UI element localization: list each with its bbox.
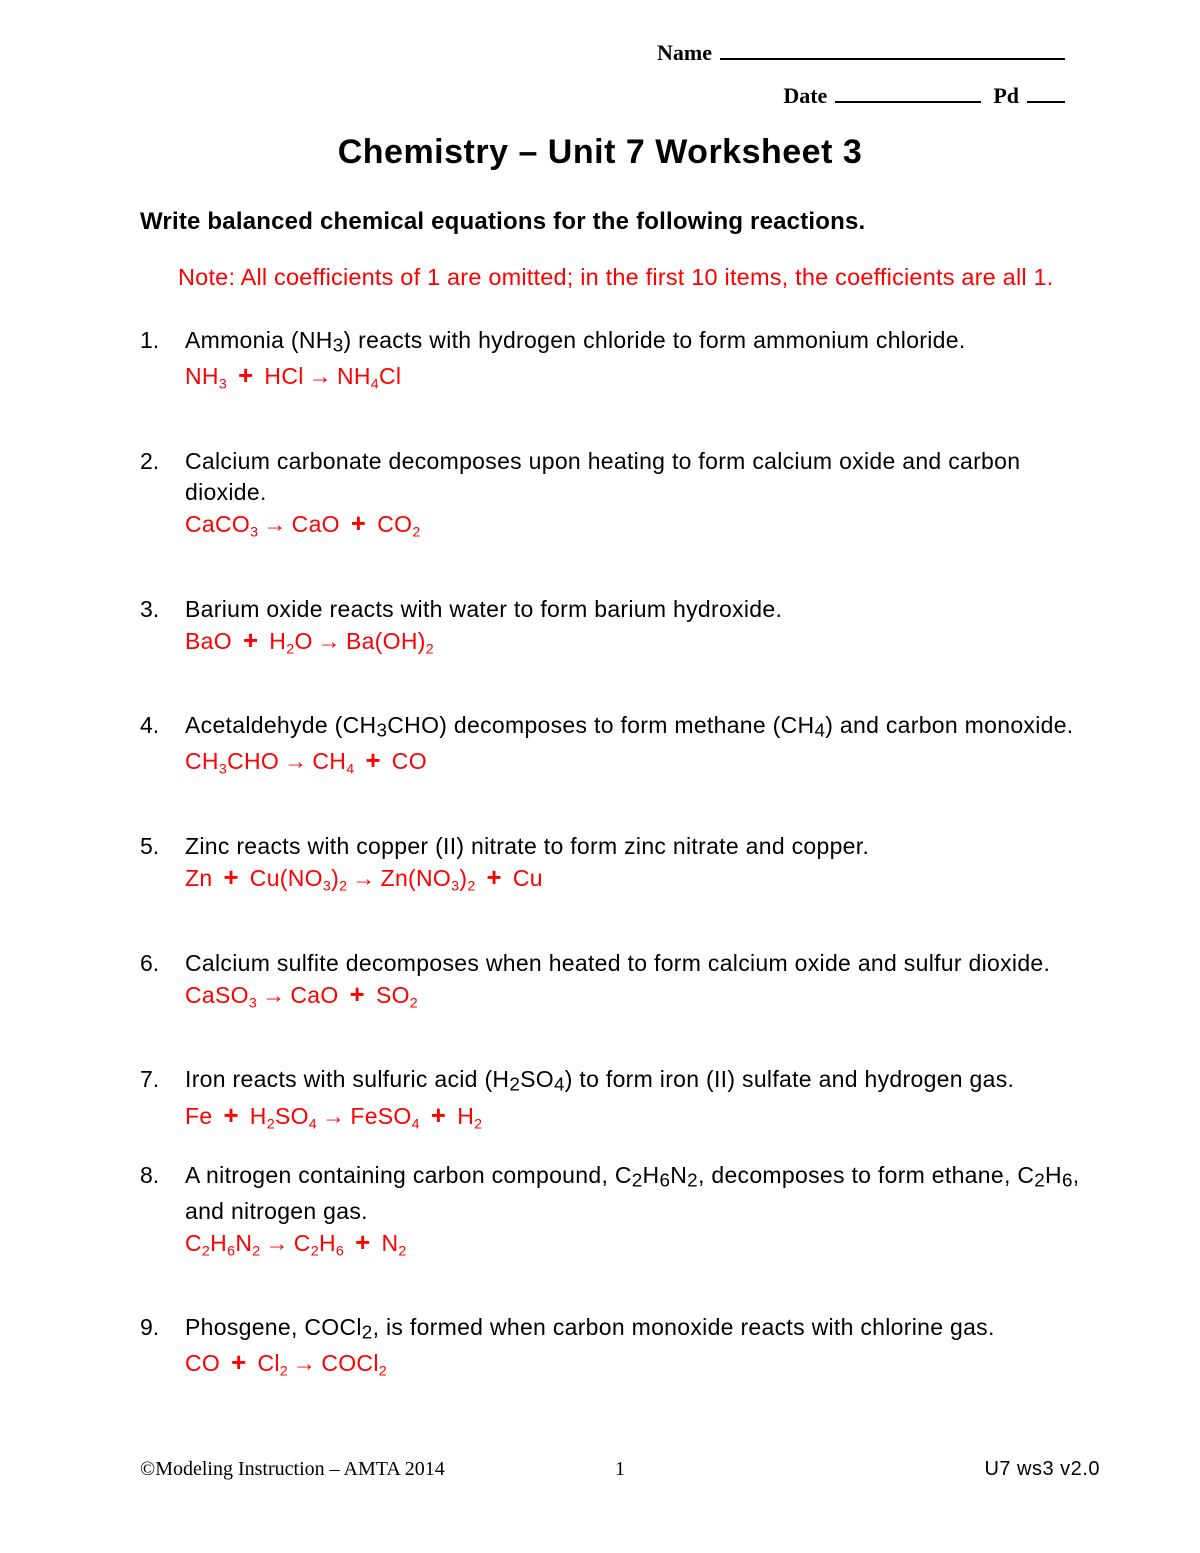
page-footer <box>140 1458 1100 1481</box>
question-body <box>185 1160 1100 1266</box>
footer-version: U7 ws3 v2.0 <box>984 1458 1100 1480</box>
question-body <box>185 325 1100 400</box>
footer-page-number: 1 <box>615 1458 625 1480</box>
question-number: 5. <box>140 833 160 860</box>
question-item <box>140 831 1100 902</box>
question-text: Phosgene, COCl2, is formed when carbon monoxide reacts with chlorine gas. <box>185 1314 995 1343</box>
question-text: Calcium sulfite decomposes when heated to form calcium oxide and sulfur dioxide. <box>185 949 1051 976</box>
answer-equation: Zn + Cu(NO3)2 → Zn(NO3)2 + Cu <box>185 864 543 895</box>
name-label: Name <box>657 40 712 65</box>
question-number: 4. <box>140 712 160 739</box>
question-body <box>185 1064 1100 1139</box>
name-blank-line <box>720 40 1065 60</box>
date-blank-line <box>835 83 981 103</box>
coefficients-note: Note: All coefficients of 1 are omitted; in the first 10 items, the coefficients are all 1. <box>178 264 1054 290</box>
question-item <box>140 1064 1100 1139</box>
question-number: 6. <box>140 949 160 976</box>
question-number: 2. <box>140 447 160 474</box>
question-body <box>185 831 1100 902</box>
question-item <box>140 325 1100 400</box>
question-text: Ammonia (NH3) reacts with hydrogen chloride to form ammonium chloride. <box>185 327 966 356</box>
question-item <box>140 948 1100 1019</box>
question-text: Calcium carbonate decomposes upon heating to form calcium oxide and carbon dioxide. <box>185 447 1021 505</box>
question-item <box>140 594 1100 665</box>
name-row <box>0 40 1200 66</box>
question-number: 7. <box>140 1066 160 1093</box>
question-body <box>185 446 1100 548</box>
question-item <box>140 1312 1100 1387</box>
question-text: Acetaldehyde (CH3CHO) decomposes to form methane (CH4) and carbon monoxide. <box>185 712 1074 741</box>
answer-equation: C2H6N2 → C2H6 + N2 <box>185 1228 407 1260</box>
question-body <box>185 710 1100 785</box>
question-text: Zinc reacts with copper (II) nitrate to form zinc nitrate and copper. <box>185 833 870 860</box>
page-title: Chemistry – Unit 7 Worksheet 3 <box>337 133 863 171</box>
question-number: 9. <box>140 1314 160 1341</box>
question-text: Barium oxide reacts with water to form barium hydroxide. <box>185 595 783 622</box>
question-body <box>185 948 1100 1019</box>
answer-equation: NH3 + HCl → NH4Cl <box>185 362 402 393</box>
question-body <box>185 1312 1100 1387</box>
question-body <box>185 594 1100 665</box>
pd-label: Pd <box>993 83 1019 108</box>
question-text: Iron reacts with sulfuric acid (H2SO4) to form iron (II) sulfate and hydrogen gas. <box>185 1066 1015 1095</box>
pd-blank-line <box>1027 83 1065 103</box>
question-number: 1. <box>140 327 160 353</box>
footer-copyright: ©Modeling Instruction – AMTA 2014 <box>140 1458 445 1480</box>
question-number: 3. <box>140 595 160 622</box>
question-text: A nitrogen containing carbon compound, C2H6N2, decomposes to form ethane, C2H6, and nitrogen gas. <box>185 1162 1080 1224</box>
answer-equation: CO + Cl2 → COCl2 <box>185 1349 387 1381</box>
answer-equation: CaSO3 → CaO + SO2 <box>185 980 419 1012</box>
date-label: Date <box>783 83 828 108</box>
date-row <box>0 83 1200 109</box>
answer-equation: CH3CHO → CH4 + CO <box>185 747 427 779</box>
question-item <box>140 446 1100 548</box>
answer-equation: BaO + H2O → Ba(OH)2 <box>185 626 434 658</box>
question-list <box>0 325 1200 1387</box>
answer-equation: CaCO3 → CaO + CO2 <box>185 509 421 541</box>
header-block <box>0 0 1200 109</box>
question-item <box>140 1160 1100 1266</box>
instructions-text: Write balanced chemical equations for the following reactions. <box>140 208 866 235</box>
question-number: 8. <box>140 1162 160 1189</box>
question-item <box>140 710 1100 785</box>
answer-equation: Fe + H2SO4 → FeSO4 + H2 <box>185 1101 483 1133</box>
